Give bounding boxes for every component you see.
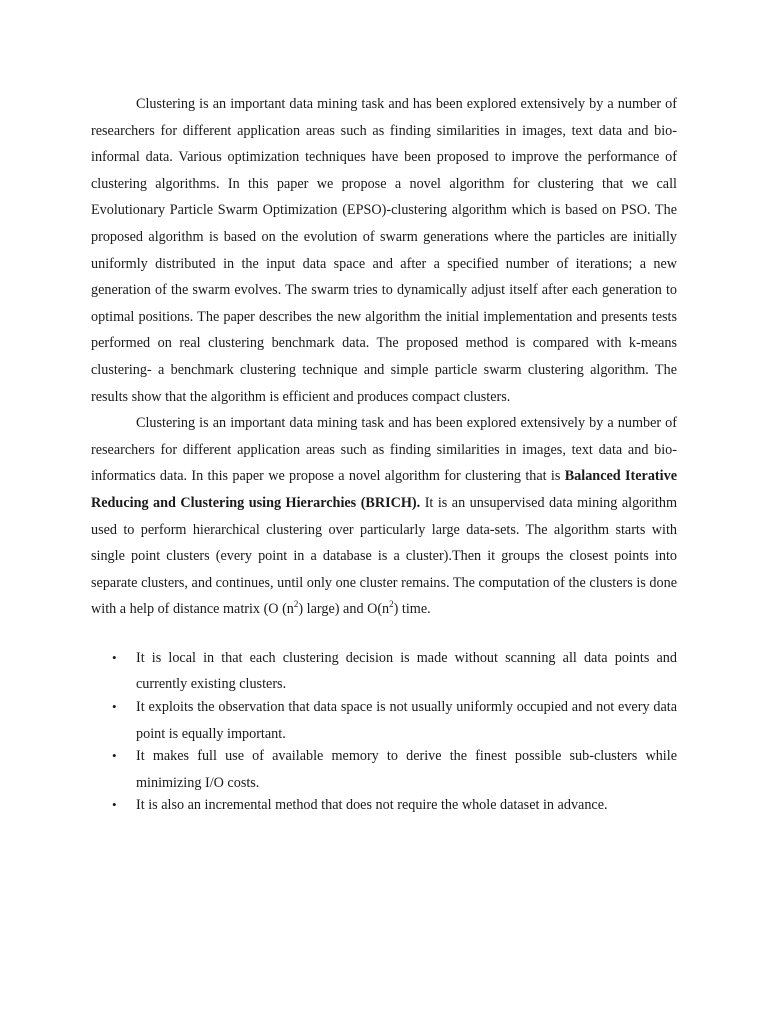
list-item-text: It exploits the observation that data space is not usually uniformly occupied and not every data point is equally important.: [136, 699, 677, 742]
birch-term: Balanced Iterative Reducing and Clustering using Hierarchies (BRICH).: [91, 468, 677, 511]
paragraph-birch-body-3: ) time.: [393, 601, 431, 618]
list-item-text: It makes full use of available memory to derive the finest possible sub-clusters while minimizing I/O costs.: [136, 748, 677, 791]
list-item: [91, 792, 677, 819]
bullet-icon: •: [112, 797, 117, 813]
document-page: [91, 91, 677, 815]
paragraph-epso: Clustering is an important data mining task and has been explored extensively by a number of researchers for different application areas such as finding similarities in images, text data and bio-informal data. Various optimization techniques have been proposed to improve the performance of clustering algorithms. In this paper we propose a novel algorithm for clustering that we call Evolutionary Particle Swarm Optimization (EPSO)-clustering algorithm which is based on PSO. The proposed algorithm is based on the evolution of swarm generations where the particles are initially uniformly distributed in the input data space and after a specified number of iterations; a new generation of the swarm evolves. The swarm tries to dynamically adjust itself after each generation to optimal positions. The paper describes the new algorithm the initial implementation and presents tests performed on real clustering benchmark data. The proposed method is compared with k-means clustering- a benchmark clustering technique and simple particle swarm clustering algorithm. The results show that the algorithm is efficient and produces compact clusters.: [91, 96, 677, 405]
paragraph-birch-intro: Clustering is an important data mining task and has been explored extensively by a number of researchers for different application areas such as finding similarities in images, text data and bio-informatics data. In this paper we propose a novel algorithm for clustering that is: [91, 415, 677, 485]
superscript-1: 2: [293, 599, 299, 610]
superscript-2: 2: [389, 599, 394, 610]
list-item: [91, 694, 677, 747]
bullet-icon: •: [112, 699, 117, 715]
paragraph-birch-body-2: ) large) and O(n: [298, 601, 390, 618]
bullet-icon: •: [112, 748, 117, 764]
bullet-icon: •: [112, 649, 117, 665]
birch-properties-list: [91, 645, 677, 819]
list-item: [91, 645, 677, 698]
list-item-text: It is also an incremental method that does not require the whole dataset in advance.: [136, 797, 608, 814]
list-item-text: It is local in that each clustering decision is made without scanning all data points and currently existing clusters.: [136, 649, 677, 693]
list-item: [91, 743, 677, 796]
paragraph-birch: [91, 410, 677, 623]
paragraph-birch-body-1: It is an unsupervised data mining algorithm used to perform hierarchical clustering over particularly large data-sets. The algorithm starts with single point clusters (every point in a database is a cluster).Then it groups the closest points into separate clusters, and continues, until only one cluster remains. The computation of the clusters is done with a help of distance matrix (O (n: [91, 494, 677, 618]
